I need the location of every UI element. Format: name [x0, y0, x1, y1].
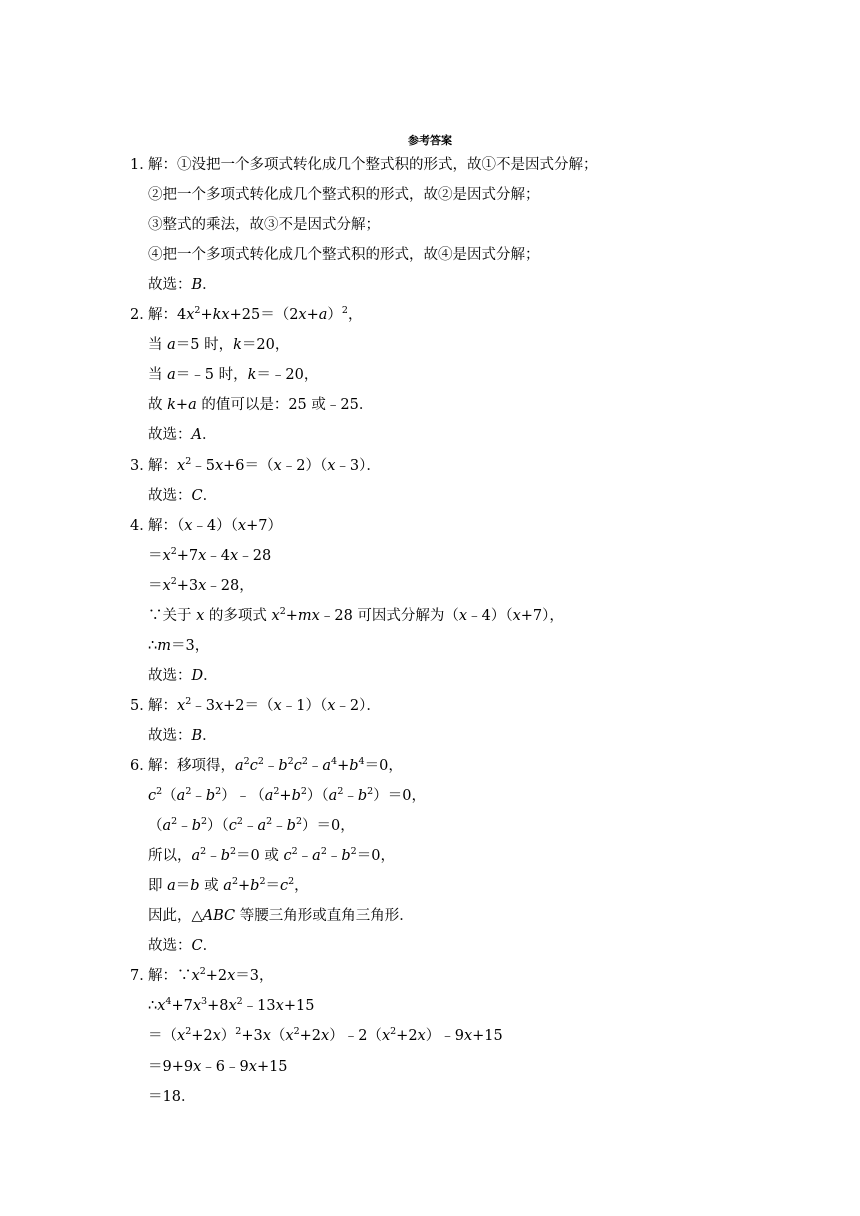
answer-line: 故选：C． — [148, 938, 218, 954]
answer-line: $(a^2﹣b^2)(c^2﹣a^2﹣b^2)=0$， — [148, 816, 355, 834]
answer-line: 故选：B． — [148, 277, 217, 293]
answer-line: $=x^2+7x﹣4x﹣28$ — [148, 546, 272, 564]
answer-line: 解：移项得，$a^2c^2﹣b^2c^2﹣a^4+b^4=0$， — [148, 756, 403, 774]
answer-line: ∴m＝3， — [148, 638, 210, 654]
answer-line: 故选：B． — [148, 728, 217, 744]
answer-line: 解：$\because x^2+2x=3$， — [148, 966, 274, 984]
answer-number: 3． — [130, 458, 154, 474]
answer-number: 2． — [130, 307, 154, 323]
answer-line: 解：$x^2﹣5x+6=(x﹣2)(x﹣3)$． — [148, 456, 381, 474]
answer-line: 解：$x^2﹣3x+2=(x﹣1)(x﹣2)$． — [148, 696, 381, 714]
answer-line: 因此，△ABC 等腰三角形或直角三角形． — [148, 908, 414, 924]
answer-number: 7． — [130, 968, 154, 984]
answer-line: 解：①没把一个多项式转化成几个整式积的形式，故①不是因式分解； — [148, 157, 598, 173]
answer-line: 当 a＝5 时，k＝20， — [148, 337, 290, 353]
answer-number: 5． — [130, 698, 154, 714]
answer-line: ∵关于 x 的多项式 $x^2+mx﹣28$ 可因式分解为（x﹣4）（x+7）， — [148, 606, 564, 624]
answer-line: ＝18． — [148, 1089, 196, 1105]
answer-line: 即 a＝b 或 $a^2+b^2=c^2$， — [148, 876, 309, 894]
answer-line: 故选：D． — [148, 668, 218, 684]
answer-line: ②把一个多项式转化成几个整式积的形式，故②是因式分解； — [148, 187, 540, 203]
answer-number: 4． — [130, 518, 154, 534]
answer-line: 解：（x﹣4）（x+7） — [148, 518, 282, 534]
answer-line: $=(x^2+2x)^2+3x(x^2+2x)﹣2(x^2+2x)﹣9x+15$ — [148, 1026, 503, 1044]
answer-line: 故选：C． — [148, 488, 218, 504]
answer-line: ④把一个多项式转化成几个整式积的形式，故④是因式分解； — [148, 247, 540, 263]
answer-number: 1． — [130, 157, 154, 173]
answer-line: ③整式的乘法，故③不是因式分解； — [148, 217, 380, 233]
answer-line: 故 k+a 的值可以是：25 或﹣25． — [148, 397, 374, 413]
answer-line: $c^2(a^2﹣b^2)﹣(a^2+b^2)(a^2﹣b^2)=0$， — [148, 786, 426, 804]
answer-line: 所以，$a^2﹣b^2=0$ 或 $c^2﹣a^2﹣b^2=0$， — [148, 846, 395, 864]
answer-line: 当 a＝﹣5 时，k＝﹣20， — [148, 367, 319, 383]
answer-number: 6． — [130, 758, 154, 774]
page-title: 参考答案 — [408, 134, 452, 147]
answer-line: 解：$4x^2+kx+25=(2x+a)^2$， — [148, 305, 363, 323]
answer-line: ＝9+9x﹣6﹣9x+15 — [148, 1059, 288, 1075]
answer-line: $=x^2+3x﹣28$， — [148, 576, 254, 594]
answer-line: $\therefore x^4+7x^3+8x^2﹣13x+15$ — [148, 996, 315, 1014]
answer-line: 故选：A． — [148, 427, 217, 443]
